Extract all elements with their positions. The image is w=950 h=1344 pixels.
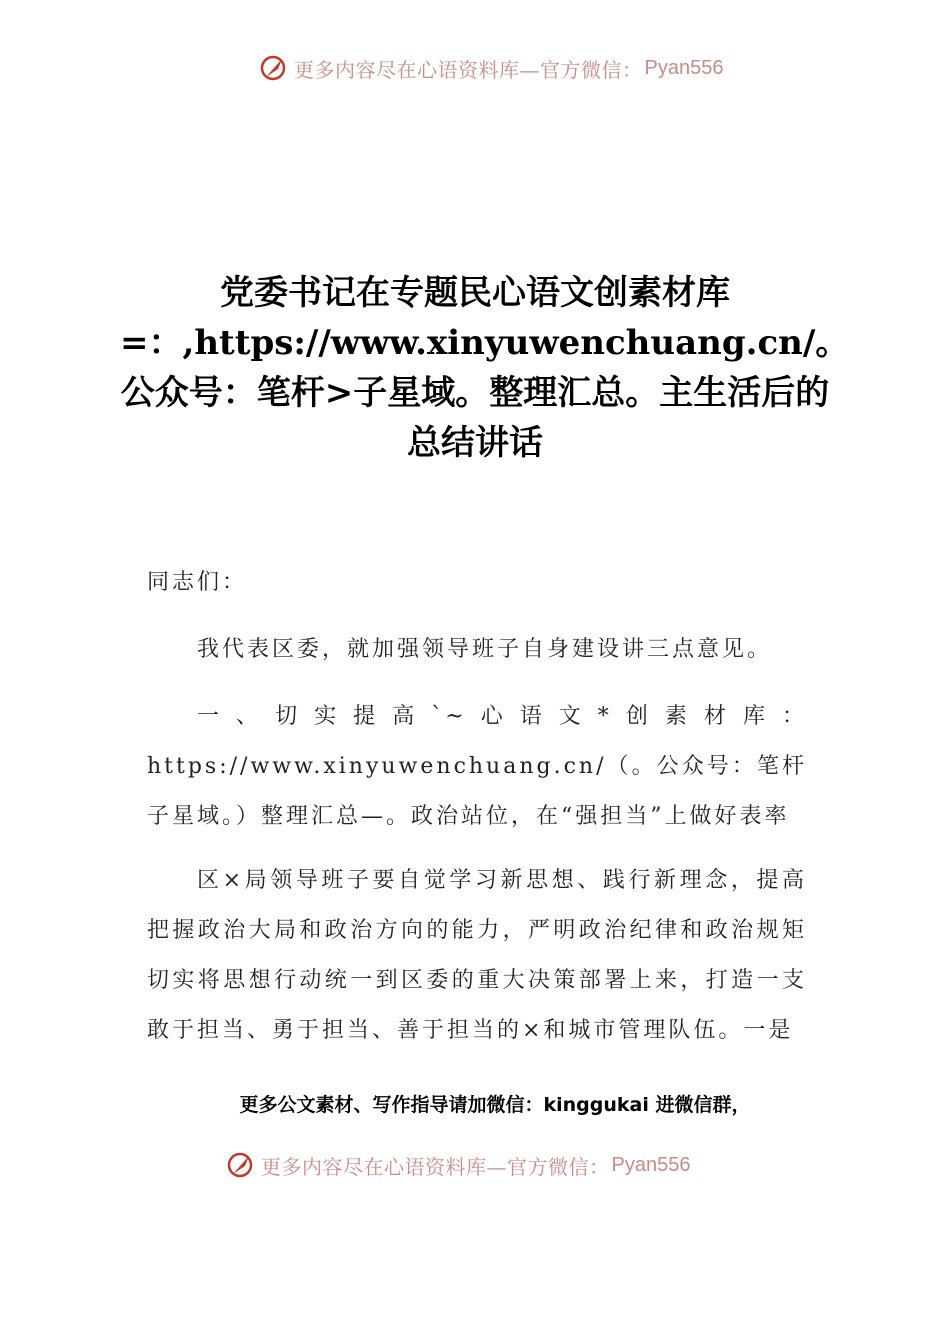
- footer-promo-note: 更多公文素材、写作指导请加微信：kinggukai 进微信群，: [239, 1094, 751, 1116]
- quill-logo-icon: [225, 1150, 255, 1180]
- watermark-text: 更多内容尽在心语资料库—官方微信：: [261, 1154, 610, 1179]
- greeting-line: 同志们：: [147, 570, 248, 595]
- paragraph-section-one-heading: 一、切实提高`~心语文*创素材库：https://www.xinyuwenchuang.cn/（。公众号：笔杆子星域。）整理汇总—。政治站位，在“强担当”上做好表率: [147, 704, 807, 829]
- paragraph-intro: 我代表区委，就加强领导班子自身建设讲三点意见。: [197, 637, 773, 662]
- watermark-header: [258, 52, 723, 84]
- watermark-id: Pyan556: [611, 1153, 691, 1176]
- document-title: 党委书记在专题民心语文创素材库=：,https://www.xinyuwenchuang.cn/。公众号：笔杆>子星域。整理汇总。主生活后的总结讲话: [120, 273, 850, 463]
- watermark-footer: [225, 1150, 690, 1180]
- paragraph-section-one-body: 区×局领导班子要自觉学习新思想、践行新理念，提高把握政治大局和政治方向的能力，严明政治纪律和政治规矩切实将思想行动统一到区委的重大决策部署上来，打造一支敢于担当、勇于担当、善于担当的×和城市管理队伍。一是: [147, 868, 807, 1043]
- watermark-text: 更多内容尽在心语资料库—官方微信：: [294, 57, 643, 82]
- quill-logo-icon: [258, 53, 288, 83]
- watermark-id: Pyan556: [644, 56, 724, 79]
